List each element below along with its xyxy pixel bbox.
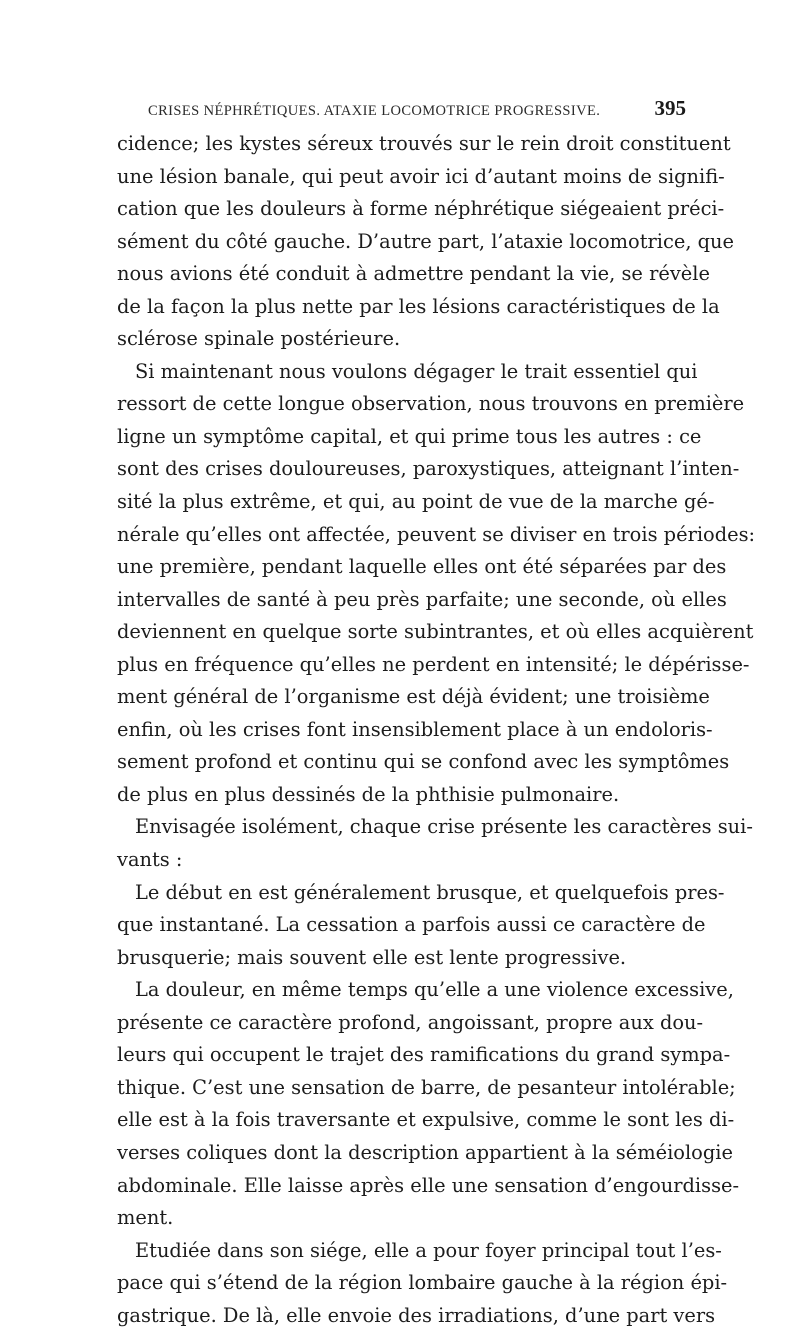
text-line: cidence; les kystes séreux trouvés sur le rein droit constituent: [117, 132, 731, 155]
text-line: thique. C’est une sensation de barre, de pesanteur intolérable;: [117, 1075, 736, 1099]
text-line: que instantané. La cessation a parfois aussi ce caractère de: [117, 913, 706, 937]
text-line: gastrique. De là, elle envoie des irradiations, d’une part vers: [117, 1303, 716, 1327]
text-line: de la façon la plus nette par les lésions caractéristiques de la: [117, 294, 720, 318]
text-line: Etudiée dans son siége, elle a pour foyer principal tout l’es-: [135, 1238, 722, 1262]
text-line: deviennent en quelque sorte subintrantes, et où elles acquièrent: [117, 620, 754, 644]
text-line: Envisagée isolément, chaque crise présente les caractères sui-: [135, 815, 753, 839]
text-line: nérale qu’elles ont affectée, peuvent se diviser en trois périodes:: [117, 522, 756, 546]
text-line: Le début en est généralement brusque, et quelquefois pres-: [135, 880, 725, 904]
running-title: CRISES NÉPHRÉTIQUES. ATAXIE LOCOMOTRICE PROGRESSIVE.: [148, 103, 601, 119]
text-line: leurs qui occupent le trajet des ramifications du grand sympa-: [117, 1043, 731, 1067]
text-line: brusquerie; mais souvent elle est lente progressive.: [117, 945, 627, 969]
text-line: ligne un symptôme capital, et qui prime tous les autres : ce: [117, 424, 702, 448]
text-line: sont des crises douloureuses, paroxystiques, atteignant l’inten-: [117, 457, 740, 481]
text-line: intervalles de santé à peu près parfaite; une seconde, où elles: [117, 587, 727, 611]
text-line: Si maintenant nous voulons dégager le trait essentiel qui: [135, 359, 698, 383]
text-line: nous avions été conduit à admettre pendant la vie, se révèle: [117, 262, 710, 286]
text-line: une lésion banale, qui peut avoir ici d’autant moins de signifi-: [117, 164, 725, 188]
text-line: ment général de l’organisme est déjà évident; une troisième: [117, 685, 710, 709]
text-line: présente ce caractère profond, angoissant, propre aux dou-: [117, 1010, 704, 1034]
text-line: pace qui s’étend de la région lombaire gauche à la région épi-: [117, 1271, 728, 1295]
text-line: verses coliques dont la description appartient à la séméiologie: [117, 1140, 733, 1164]
text-line: une première, pendant laquelle elles ont été séparées par des: [117, 555, 727, 579]
page-number: 395: [654, 96, 686, 120]
body-text: [117, 128, 756, 1332]
text-line: vants :: [117, 848, 183, 872]
text-line: cation que les douleurs à forme néphrétique siégeaient préci-: [117, 197, 725, 221]
text-line: sément du côté gauche. D’autre part, l’ataxie locomotrice, que: [117, 229, 735, 253]
text-line: sité la plus extrême, et qui, au point de vue de la marche gé-: [117, 490, 715, 514]
text-line: enfin, où les crises font insensiblement place à un endoloris-: [117, 717, 713, 741]
text-line: plus en fréquence qu’elles ne perdent en intensité; le dépérisse-: [117, 652, 750, 676]
text-line: sclérose spinale postérieure.: [117, 327, 401, 351]
text-line: abdominale. Elle laisse après elle une sensation d’engourdisse-: [117, 1173, 740, 1197]
text-line: ment.: [117, 1206, 174, 1230]
running-head: [148, 96, 686, 122]
text-line: elle est à la fois traversante et expulsive, comme le sont les di-: [117, 1108, 735, 1132]
text-line: de plus en plus dessinés de la phthisie pulmonaire.: [117, 782, 620, 806]
text-line: La douleur, en même temps qu’elle a une violence excessive,: [135, 978, 734, 1002]
text-line: ressort de cette longue observation, nous trouvons en première: [117, 392, 745, 416]
text-line: sement profond et continu qui se confond avec les symptômes: [117, 750, 730, 774]
